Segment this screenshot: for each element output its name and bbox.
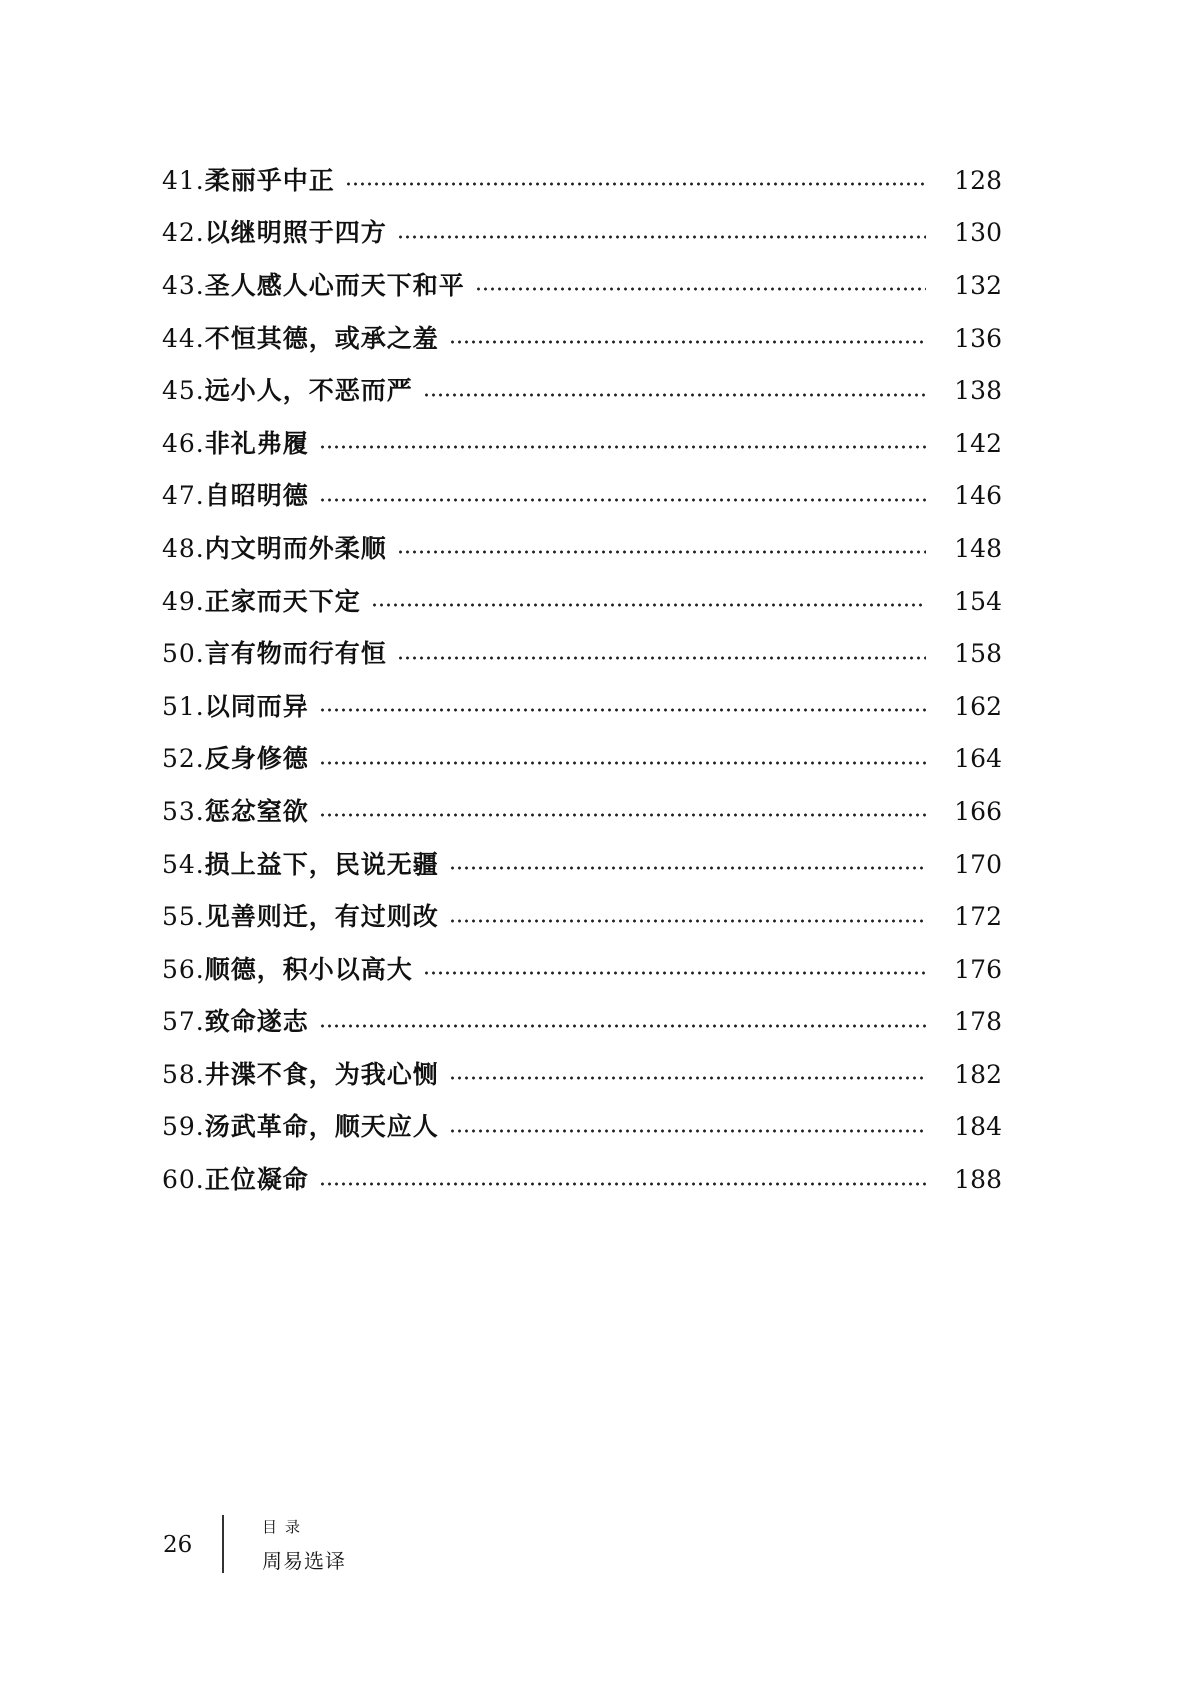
toc-entry-number: 41.	[162, 165, 205, 195]
dot-leader	[319, 813, 926, 817]
toc-entry-page: 172	[954, 902, 1002, 932]
toc-entry-title: 以继明照于四方	[204, 218, 387, 248]
toc-entry-page: 178	[954, 1007, 1002, 1037]
toc-entry-title: 正家而天下定	[204, 586, 361, 616]
toc-entry-title: 柔丽乎中正	[204, 165, 335, 195]
toc-entry[interactable]	[162, 1101, 1002, 1154]
toc-entry-page: 182	[954, 1059, 1002, 1089]
dot-leader	[371, 603, 926, 607]
dot-leader	[449, 340, 926, 344]
toc-entry-page: 148	[954, 533, 1002, 563]
toc-entry-page: 170	[954, 849, 1002, 879]
footer-book-title: 周易选译	[262, 1549, 346, 1573]
toc-entry-title: 致命遂志	[204, 1007, 309, 1037]
toc-entry-number: 52.	[162, 744, 205, 774]
toc-entry-title: 远小人，不恶而严	[204, 376, 413, 406]
toc-entry-page: 154	[954, 586, 1002, 616]
dot-leader	[319, 761, 926, 765]
toc-entry[interactable]	[162, 207, 1002, 260]
dot-leader	[397, 235, 926, 239]
toc-entry[interactable]	[162, 838, 1002, 891]
toc-entry[interactable]	[162, 575, 1002, 628]
toc-entry-number: 43.	[162, 270, 205, 300]
toc-entry-title: 圣人感人心而天下和平	[204, 270, 465, 300]
table-of-contents	[162, 154, 1002, 1206]
toc-entry-page: 136	[954, 323, 1002, 353]
toc-entry-number: 44.	[162, 323, 205, 353]
toc-entry-page: 162	[954, 691, 1002, 721]
toc-entry[interactable]	[162, 259, 1002, 312]
dot-leader	[423, 393, 926, 397]
toc-entry-number: 53.	[162, 796, 205, 826]
toc-entry[interactable]	[162, 627, 1002, 680]
toc-entry-page: 188	[954, 1165, 1002, 1195]
dot-leader	[319, 445, 926, 449]
footer-divider	[222, 1515, 224, 1573]
toc-entry[interactable]	[162, 1048, 1002, 1101]
toc-entry-number: 46.	[162, 428, 205, 458]
toc-entry-title: 以同而异	[204, 691, 309, 721]
footer-page-number: 26	[163, 1532, 193, 1558]
toc-entry-number: 58.	[162, 1059, 205, 1089]
toc-entry-title: 井渫不食，为我心恻	[204, 1059, 439, 1089]
toc-entry[interactable]	[162, 890, 1002, 943]
toc-entry-title: 惩忿窒欲	[204, 796, 309, 826]
toc-entry-number: 48.	[162, 533, 205, 563]
dot-leader	[345, 182, 926, 186]
toc-entry[interactable]	[162, 364, 1002, 417]
toc-entry[interactable]	[162, 996, 1002, 1049]
toc-entry-page: 128	[954, 165, 1002, 195]
toc-entry-number: 47.	[162, 481, 205, 511]
dot-leader	[449, 866, 926, 870]
toc-entry-page: 164	[954, 744, 1002, 774]
toc-entry[interactable]	[162, 154, 1002, 207]
toc-entry-number: 42.	[162, 218, 205, 248]
toc-entry[interactable]	[162, 785, 1002, 838]
dot-leader	[449, 1076, 926, 1080]
dot-leader	[319, 708, 926, 712]
toc-entry[interactable]	[162, 943, 1002, 996]
toc-entry-page: 132	[954, 270, 1002, 300]
toc-entry-page: 176	[954, 954, 1002, 984]
toc-entry-title: 见善则迁，有过则改	[204, 902, 439, 932]
toc-entry-title: 不恒其德，或承之羞	[204, 323, 439, 353]
toc-entry-title: 内文明而外柔顺	[204, 533, 387, 563]
toc-entry-page: 158	[954, 639, 1002, 669]
toc-entry[interactable]	[162, 522, 1002, 575]
toc-entry-title: 反身修德	[204, 744, 309, 774]
dot-leader	[319, 498, 926, 502]
dot-leader	[475, 287, 926, 291]
toc-entry[interactable]	[162, 470, 1002, 523]
toc-entry-page: 146	[954, 481, 1002, 511]
toc-entry-number: 56.	[162, 954, 205, 984]
toc-entry-number: 60.	[162, 1165, 205, 1195]
toc-entry[interactable]	[162, 417, 1002, 470]
dot-leader	[423, 971, 926, 975]
dot-leader	[319, 1182, 926, 1186]
toc-entry-page: 166	[954, 796, 1002, 826]
toc-entry-page: 142	[954, 428, 1002, 458]
dot-leader	[319, 1024, 926, 1028]
toc-entry-number: 59.	[162, 1112, 205, 1142]
dot-leader	[449, 1129, 926, 1133]
toc-entry-title: 非礼弗履	[204, 428, 309, 458]
toc-entry-page: 138	[954, 376, 1002, 406]
toc-entry-page: 130	[954, 218, 1002, 248]
toc-entry-title: 顺德，积小以高大	[204, 954, 413, 984]
toc-entry-number: 51.	[162, 691, 205, 721]
toc-entry-number: 50.	[162, 639, 205, 669]
dot-leader	[397, 656, 926, 660]
footer-section-label: 目录	[262, 1518, 309, 1536]
toc-entry[interactable]	[162, 733, 1002, 786]
toc-entry-number: 55.	[162, 902, 205, 932]
toc-entry-title: 损上益下，民说无疆	[204, 849, 439, 879]
dot-leader	[397, 550, 926, 554]
toc-entry-title: 自昭明德	[204, 481, 309, 511]
toc-entry-number: 57.	[162, 1007, 205, 1037]
toc-entry[interactable]	[162, 1153, 1002, 1206]
toc-entry-title: 汤武革命，顺天应人	[204, 1112, 439, 1142]
toc-entry-title: 正位凝命	[204, 1165, 309, 1195]
toc-entry-title: 言有物而行有恒	[204, 639, 387, 669]
toc-entry-page: 184	[954, 1112, 1002, 1142]
toc-entry-number: 45.	[162, 376, 205, 406]
toc-entry[interactable]	[162, 312, 1002, 365]
toc-entry[interactable]	[162, 680, 1002, 733]
toc-entry-number: 49.	[162, 586, 205, 616]
dot-leader	[449, 919, 926, 923]
toc-entry-number: 54.	[162, 849, 205, 879]
